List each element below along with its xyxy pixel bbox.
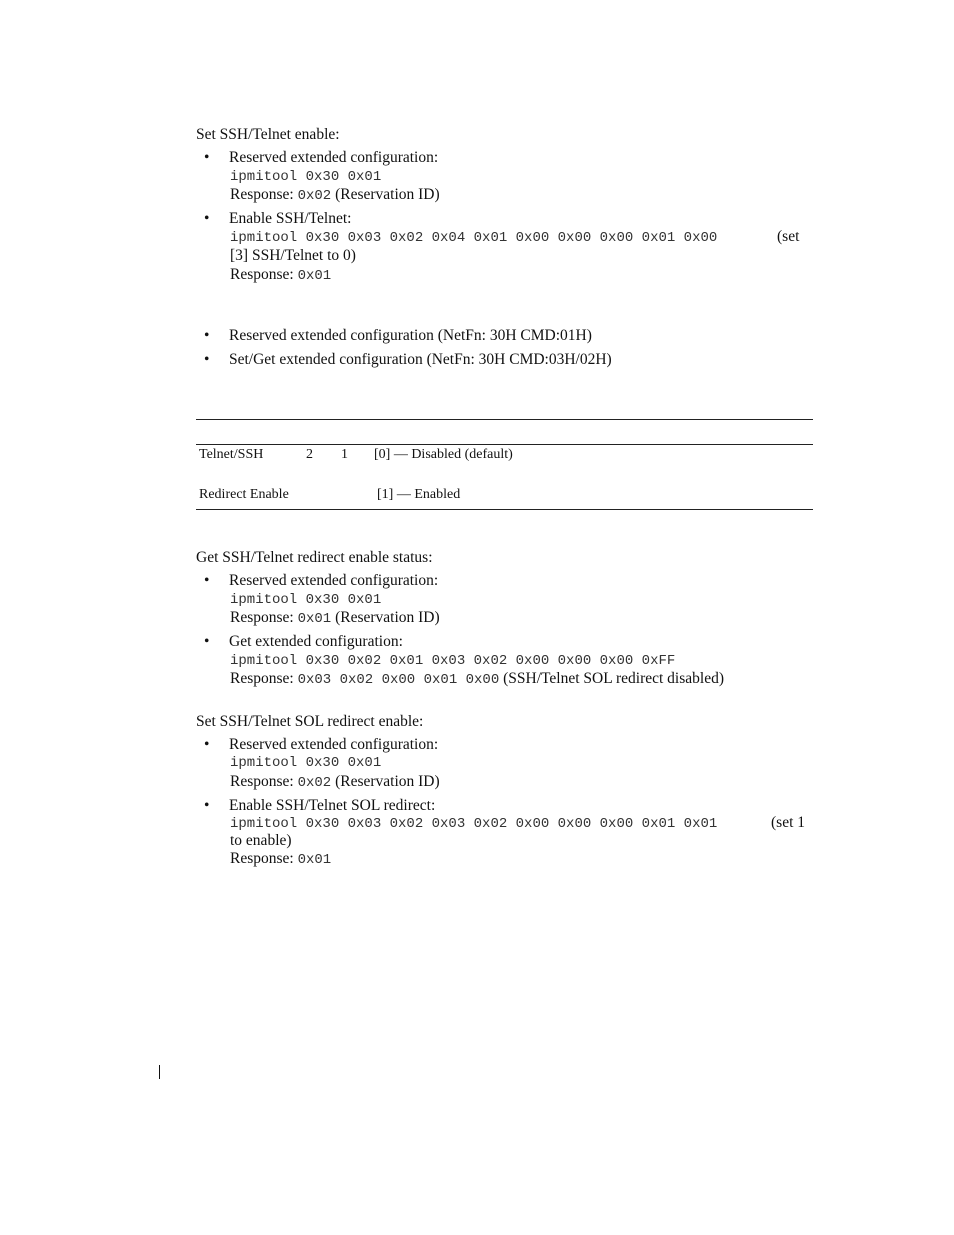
command-note-continued: to enable)	[230, 832, 292, 849]
response-code: 0x02	[297, 775, 332, 791]
table-bottom-rule	[196, 509, 813, 510]
command-reference: Reserved extended configuration (NetFn: 30H CMD:01H)	[229, 327, 592, 344]
table-cell-value: [1] — Enabled	[377, 487, 461, 502]
step-label: Enable SSH/Telnet:	[229, 210, 352, 227]
response-line	[230, 773, 440, 792]
command-text: ipmitool 0x30 0x03 0x02 0x04 0x01 0x00 0x00 0x00 0x01 0x00	[230, 230, 718, 246]
bullet-marker: •	[204, 797, 210, 814]
response-code: 0x01	[297, 611, 332, 627]
margin-change-bar	[159, 1065, 160, 1079]
response-line	[230, 670, 724, 689]
response-label: Response:	[230, 670, 294, 687]
table-header-rule	[196, 444, 813, 445]
response-line	[230, 609, 440, 628]
response-label: Response:	[230, 850, 294, 867]
response-note: (Reservation ID)	[335, 609, 440, 626]
command-text: ipmitool 0x30 0x01	[230, 592, 382, 608]
section-heading-set-sol: Set SSH/Telnet SOL redirect enable:	[196, 713, 424, 730]
response-line	[230, 266, 331, 285]
response-code: 0x02	[297, 188, 332, 204]
bullet-marker: •	[204, 572, 210, 589]
table-cell-name: Telnet/SSH	[199, 447, 264, 462]
table-cell-name: Redirect Enable	[199, 487, 289, 502]
response-label: Response:	[230, 186, 294, 203]
command-text: ipmitool 0x30 0x01	[230, 169, 382, 185]
bullet-marker: •	[204, 210, 210, 227]
bullet-marker: •	[204, 633, 210, 650]
response-note: (Reservation ID)	[335, 773, 440, 790]
table-cell-col3: 1	[341, 447, 348, 462]
response-code: 0x01	[297, 268, 332, 284]
command-reference: Set/Get extended configuration (NetFn: 30H CMD:03H/02H)	[229, 351, 612, 368]
response-line	[230, 850, 331, 869]
bullet-marker: •	[204, 351, 210, 368]
section-heading-set-ssh: Set SSH/Telnet enable:	[196, 126, 340, 143]
response-line	[230, 186, 440, 205]
step-label: Get extended configuration:	[229, 633, 403, 650]
command-note-continued: [3] SSH/Telnet to 0)	[230, 247, 356, 264]
step-label: Reserved extended configuration:	[229, 736, 439, 753]
command-text: ipmitool 0x30 0x01	[230, 755, 382, 771]
response-label: Response:	[230, 266, 294, 283]
response-code: 0x03 0x02 0x00 0x01 0x00	[297, 672, 500, 688]
response-label: Response:	[230, 773, 294, 790]
response-note: (Reservation ID)	[335, 186, 440, 203]
section-heading-get-status: Get SSH/Telnet redirect enable status:	[196, 549, 433, 566]
response-note: (SSH/Telnet SOL redirect disabled)	[503, 670, 724, 687]
response-label: Response:	[230, 609, 294, 626]
command-text: ipmitool 0x30 0x02 0x01 0x03 0x02 0x00 0x00 0x00 0xFF	[230, 653, 676, 669]
table-cell-col2: 2	[306, 447, 313, 462]
bullet-marker: •	[204, 327, 210, 344]
command-text: ipmitool 0x30 0x03 0x02 0x03 0x02 0x00 0x00 0x00 0x01 0x01	[230, 816, 718, 832]
bullet-marker: •	[204, 149, 210, 166]
step-label: Reserved extended configuration:	[229, 149, 439, 166]
response-code: 0x01	[297, 852, 332, 868]
bullet-marker: •	[204, 736, 210, 753]
table-cell-value: [0] — Disabled (default)	[374, 447, 513, 462]
table-top-rule	[196, 419, 813, 420]
step-label: Enable SSH/Telnet SOL redirect:	[229, 797, 436, 814]
command-note: (set 1	[771, 814, 806, 831]
step-label: Reserved extended configuration:	[229, 572, 439, 589]
command-note: (set	[777, 228, 800, 245]
